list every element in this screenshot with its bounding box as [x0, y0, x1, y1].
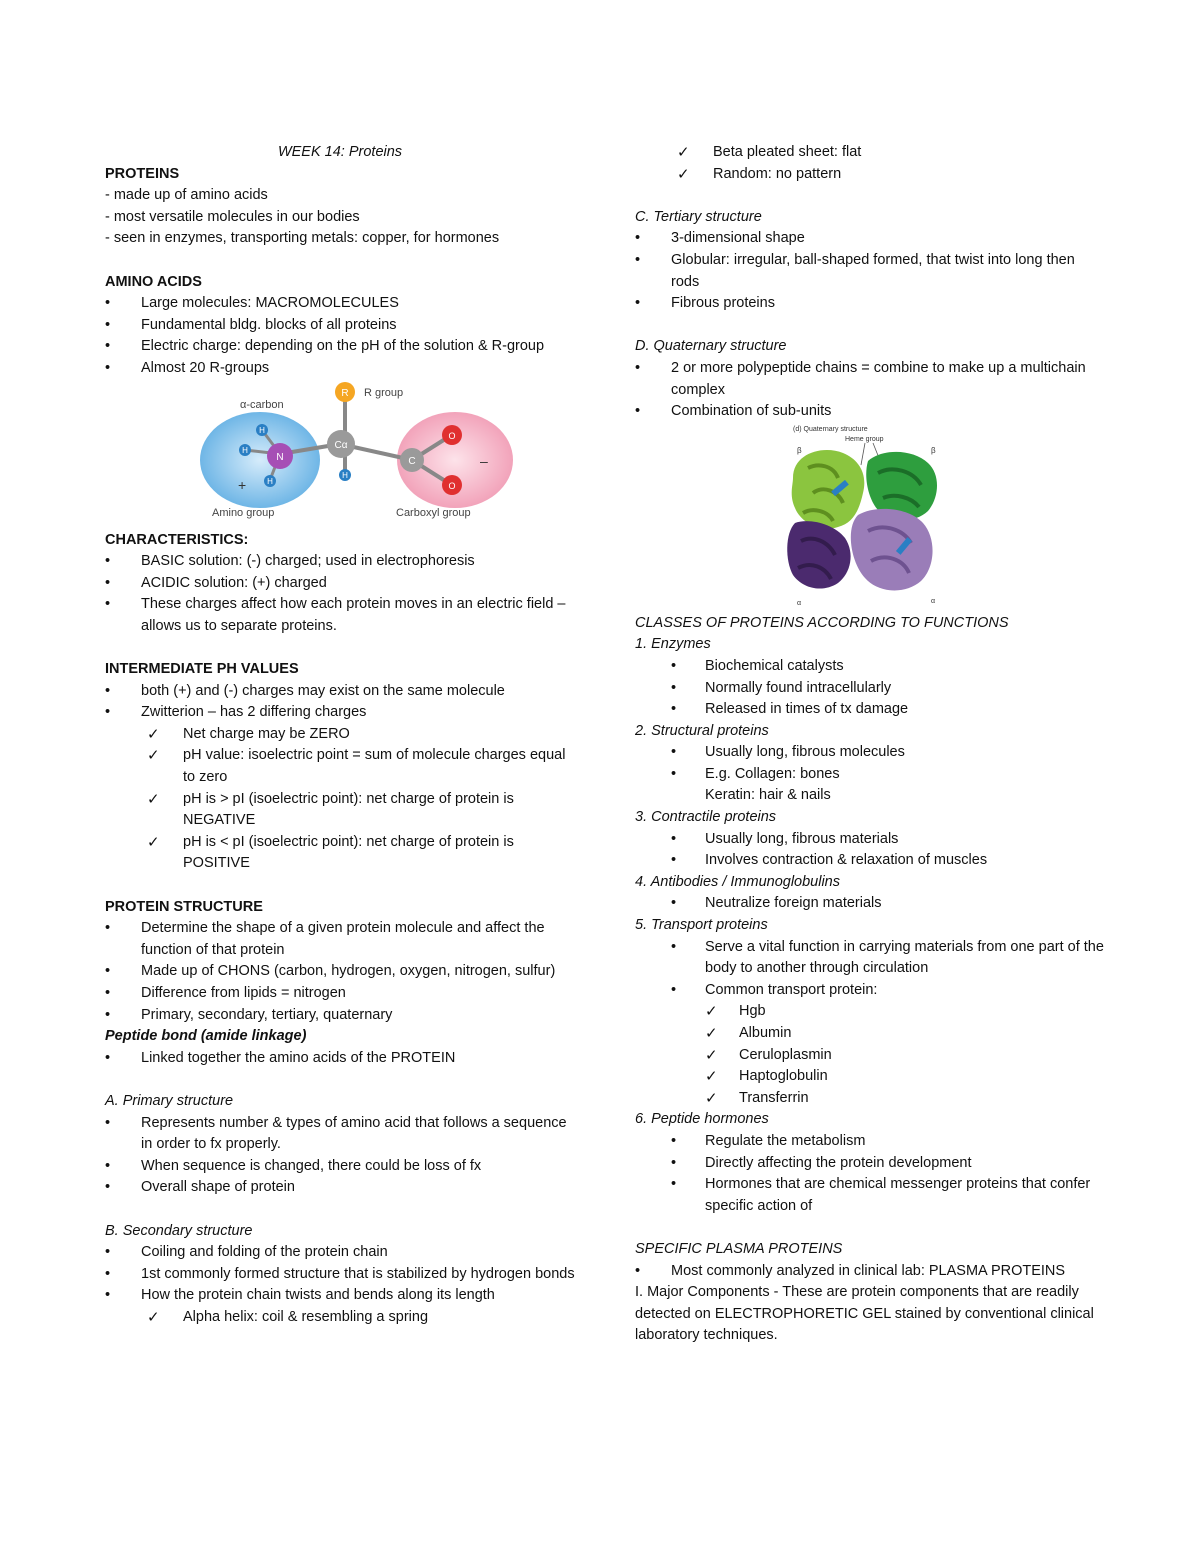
characteristics-heading: CHARACTERISTICS:	[105, 531, 249, 548]
list-item: • When sequence is changed, there could be loss of fx	[105, 1156, 575, 1178]
list-item: Keratin: hair & nails	[705, 787, 831, 804]
primary-structure-heading: A. Primary structure	[105, 1092, 234, 1109]
class-heading: 1. Enzymes	[635, 636, 711, 653]
r-group-label: R group	[364, 386, 404, 399]
list-item: • E.g. Collagen: bones	[635, 764, 1105, 786]
list-item: • 3-dimensional shape	[635, 228, 1105, 250]
list-item: • BASIC solution: (-) charged; used in electrophoresis	[105, 551, 575, 573]
list-item: • Common transport protein:	[635, 980, 1105, 1002]
bullet-icon: •	[105, 1006, 111, 1023]
check-icon: ✓	[147, 1308, 160, 1326]
svg-text:H: H	[267, 476, 273, 486]
bullet-icon: •	[105, 359, 111, 376]
list-item: • Zwitterion – has 2 differing charges	[105, 702, 575, 724]
secondary-structure-heading: B. Secondary structure	[105, 1222, 253, 1239]
bullet-icon: •	[671, 1132, 677, 1149]
class-heading: 4. Antibodies / Immunoglobulins	[635, 873, 840, 890]
svg-text:+: +	[238, 476, 247, 493]
list-item: • Made up of CHONS (carbon, hydrogen, oxygen, nitrogen, sulfur)	[105, 961, 575, 983]
list-item: • Neutralize foreign materials	[635, 893, 1105, 915]
list-item: • ACIDIC solution: (+) charged	[105, 573, 575, 595]
bullet-icon: •	[105, 316, 111, 333]
page-title: WEEK 14: Proteins	[277, 144, 403, 160]
list-item: • Biochemical catalysts	[635, 656, 1105, 678]
list-item: • Linked together the amino acids of the PROTEIN	[105, 1048, 575, 1070]
svg-text:β: β	[931, 445, 936, 455]
amino-acid-figure	[105, 380, 575, 530]
svg-text:–: –	[480, 452, 488, 469]
left-column	[105, 142, 575, 1329]
list-item: • These charges affect how each protein moves in an electric field – allows us to separate proteins.	[105, 596, 570, 634]
check-icon: ✓	[677, 144, 690, 161]
bullet-icon: •	[105, 596, 111, 613]
list-item: • Serve a vital function in carrying materials from one part of the body to another through circulation	[671, 938, 1108, 977]
svg-text:H: H	[259, 425, 265, 435]
bullet-icon: •	[105, 985, 111, 1001]
alpha-carbon-label: α-carbon	[240, 398, 284, 411]
svg-text:O: O	[448, 480, 456, 491]
list-item: • Electric charge: depending on the pH of the solution & R-group	[105, 336, 575, 358]
check-icon: ✓	[705, 1089, 718, 1107]
intermediate-ph-heading: INTERMEDIATE PH VALUES	[105, 661, 299, 678]
check-item: ✓ Random: no pattern	[635, 164, 1105, 186]
list-item: • Overall shape of protein	[105, 1177, 575, 1199]
svg-text:α: α	[931, 597, 936, 605]
list-item: • Normally found intracellularly	[635, 678, 1105, 700]
protein-structure-heading: PROTEIN STRUCTURE	[105, 898, 263, 915]
check-icon: ✓	[147, 833, 160, 851]
proteins-heading: PROTEINS	[105, 165, 180, 182]
list-item: • Involves contraction & relaxation of muscles	[635, 850, 1105, 872]
check-item: ✓ Net charge may be ZERO	[105, 724, 575, 746]
subunit-purple-light	[851, 509, 933, 591]
bullet-icon: •	[105, 1287, 111, 1304]
carboxyl-group-label: Carboxyl group	[396, 506, 471, 519]
svg-text:N: N	[276, 451, 284, 463]
quaternary-structure-figure	[635, 423, 1105, 613]
bullet-icon: •	[635, 359, 641, 376]
svg-text:H: H	[242, 445, 248, 455]
svg-text:O: O	[448, 430, 456, 441]
list-item: • Directly affecting the protein development	[635, 1153, 1105, 1175]
check-icon: ✓	[147, 725, 160, 743]
svg-text:α: α	[797, 599, 802, 607]
list-item: • Most commonly analyzed in clinical lab: PLASMA PROTEINS	[635, 1261, 1105, 1283]
bullet-icon: •	[671, 981, 677, 998]
check-icon: ✓	[677, 165, 690, 183]
list-item: • Usually long, fibrous molecules	[635, 742, 1105, 764]
right-column	[635, 142, 1108, 1347]
svg-text:β: β	[797, 445, 802, 455]
proteins-line: - seen in enzymes, transporting metals: copper, for hormones	[105, 230, 500, 247]
svg-text:H: H	[342, 470, 348, 480]
list-item: • Large molecules: MACROMOLECULES	[105, 293, 575, 315]
list-item: • Represents number & types of amino acid that follows a sequence in order to fx properly.	[105, 1114, 571, 1153]
quaternary-structure-heading: D. Quaternary structure	[635, 338, 787, 355]
svg-text:R: R	[341, 387, 349, 399]
bullet-icon: •	[671, 744, 677, 761]
bullet-icon: •	[635, 403, 641, 420]
bullet-icon: •	[635, 251, 641, 268]
check-item: ✓ pH value: isoelectric point = sum of molecule charges equal to zero	[147, 747, 570, 786]
proteins-line: - made up of amino acids	[105, 187, 268, 204]
bullet-icon: •	[635, 1262, 641, 1279]
proteins-line: - most versatile molecules in our bodies	[105, 208, 360, 225]
bullet-icon: •	[635, 230, 641, 247]
class-heading: 5. Transport proteins	[635, 917, 768, 934]
list-item: • Coiling and folding of the protein chain	[105, 1242, 575, 1264]
bullet-icon: •	[105, 682, 111, 699]
check-item: ✓ pH is > pI (isoelectric point): net charge of protein is NEGATIVE	[147, 790, 518, 829]
plasma-proteins-heading: SPECIFIC PLASMA PROTEINS	[635, 1240, 843, 1257]
check-item: ✓ Hgb	[635, 1001, 1105, 1023]
bullet-icon: •	[105, 704, 111, 721]
list-item: • Difference from lipids = nitrogen	[105, 983, 575, 1005]
list-item: • Combination of sub-units	[635, 401, 1105, 423]
bullet-icon: •	[671, 830, 677, 847]
list-item: • Globular: irregular, ball-shaped formed, that twist into long then rods	[635, 251, 1079, 290]
list-item: • Determine the shape of a given protein molecule and affect the function of that protein	[105, 920, 549, 958]
check-icon: ✓	[147, 790, 160, 808]
list-item: • 1st commonly formed structure that is stabilized by hydrogen bonds	[105, 1264, 575, 1286]
check-icon: ✓	[147, 747, 160, 765]
class-heading: 2. Structural proteins	[635, 722, 769, 739]
check-item: ✓ Ceruloplasmin	[635, 1045, 1105, 1067]
amino-acids-heading: AMINO ACIDS	[105, 273, 202, 290]
class-heading: 3. Contractile proteins	[635, 809, 777, 826]
check-icon: ✓	[705, 1025, 718, 1042]
figure-caption: (d) Quaternary structure	[793, 425, 868, 433]
bullet-icon: •	[671, 701, 677, 718]
bullet-icon: •	[671, 1154, 677, 1171]
check-item: ✓ Alpha helix: coil & resembling a spring	[105, 1307, 575, 1329]
bullet-icon: •	[671, 657, 677, 674]
list-item: • Almost 20 R-groups	[105, 358, 575, 380]
bullet-icon: •	[105, 920, 111, 937]
check-item: ✓ Beta pleated sheet: flat	[635, 142, 1105, 164]
check-icon: ✓	[705, 1046, 718, 1064]
list-item: • Hormones that are chemical messenger proteins that confer specific action of	[671, 1176, 1095, 1214]
major-components-text: I. Major Components - These are protein components that are readily detected on ELECTROPHORETIC GEL stained by conventional clinical laboratory techniques.	[635, 1284, 1098, 1344]
tertiary-structure-heading: C. Tertiary structure	[635, 208, 762, 225]
bullet-icon: •	[105, 574, 111, 591]
list-item: • both (+) and (-) charges may exist on the same molecule	[105, 681, 575, 703]
list-item: • Regulate the metabolism	[635, 1131, 1105, 1153]
list-item: • How the protein chain twists and bends along its length	[105, 1285, 575, 1307]
bullet-icon: •	[671, 1176, 677, 1193]
list-item: • Usually long, fibrous materials	[635, 829, 1105, 851]
list-item: • Released in times of tx damage	[635, 699, 1105, 721]
check-item: ✓ Albumin	[635, 1023, 1105, 1045]
bullet-icon: •	[105, 963, 111, 980]
bullet-icon: •	[105, 553, 111, 570]
bullet-icon: •	[671, 852, 677, 869]
bullet-icon: •	[105, 1179, 111, 1196]
bullet-icon: •	[105, 1049, 111, 1066]
bullet-icon: •	[635, 295, 641, 312]
bullet-icon: •	[671, 765, 677, 782]
bullet-icon: •	[105, 295, 111, 312]
check-item: ✓ Haptoglobulin	[635, 1066, 1105, 1088]
classes-heading: CLASSES OF PROTEINS ACCORDING TO FUNCTIONS	[635, 614, 1009, 631]
bullet-icon: •	[105, 1244, 111, 1261]
bullet-icon: •	[671, 895, 677, 912]
heme-group-label: Heme group	[845, 435, 884, 443]
list-item: • 2 or more polypeptide chains = combine to make up a multichain complex	[635, 359, 1090, 398]
check-icon: ✓	[705, 1068, 718, 1086]
check-item: ✓ Transferrin	[635, 1088, 1105, 1110]
subunit-green-light	[792, 450, 865, 529]
bullet-icon: •	[105, 1265, 111, 1282]
check-item: ✓ pH is < pI (isoelectric point): net charge of protein is POSITIVE	[147, 833, 518, 872]
amino-group-label: Amino group	[212, 506, 275, 519]
list-item: • Fibrous proteins	[635, 293, 1105, 315]
list-item: • Primary, secondary, tertiary, quaternary	[105, 1005, 575, 1027]
class-heading: 6. Peptide hormones	[635, 1111, 769, 1128]
svg-text:Cα: Cα	[334, 439, 348, 451]
bullet-icon: •	[671, 679, 677, 696]
list-item: • Fundamental bldg. blocks of all proteins	[105, 315, 575, 337]
bullet-icon: •	[671, 938, 677, 955]
bullet-icon: •	[105, 1114, 111, 1131]
bullet-icon: •	[105, 338, 111, 355]
svg-text:C: C	[408, 455, 416, 467]
bullet-icon: •	[105, 1157, 111, 1174]
subunit-purple-dark	[787, 521, 850, 588]
peptide-bond-heading: Peptide bond (amide linkage)	[105, 1028, 307, 1045]
check-icon: ✓	[705, 1003, 718, 1021]
